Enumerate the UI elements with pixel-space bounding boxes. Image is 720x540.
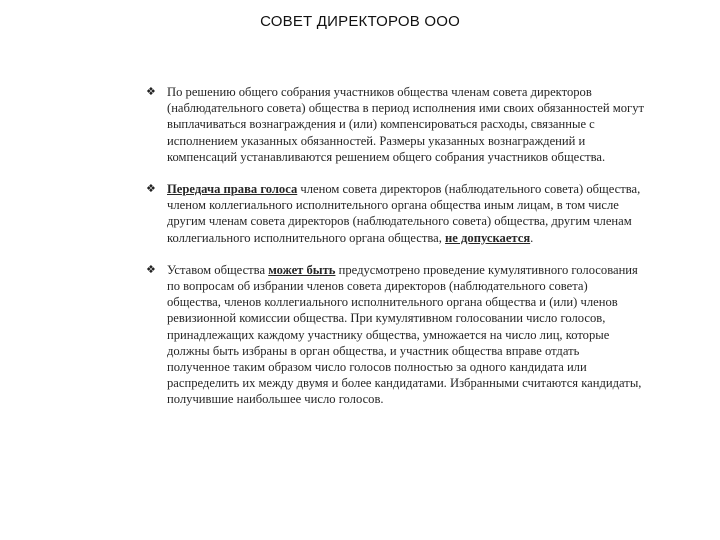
diamond-bullet-icon: ❖ <box>146 85 156 98</box>
emphasis-not-allowed: не допускается <box>445 230 531 245</box>
bullet-text: предусмотрено проведение кумулятивного голосования по вопросам об избрании членов совета директоров (наблюдательного совета) общества, членов коллегиального исполнительного органа общества и (или) членов ревизионной комиссии общества. При кумулятивном голосовании число голосов, принадлежащих каждому участнику общества, умножается на число лиц, которые должны быть избраны в орган общества, и участник общества вправе отдать полученное таким образом число голосов полностью за одного кандидата или распределить их между двумя и более кандидатами. Избранными считаются кандидаты, получившие наибольшее число голосов. <box>167 262 642 407</box>
emphasis-may-be: может быть <box>268 262 336 277</box>
bullet-item-cumulative-voting <box>144 262 644 408</box>
emphasis-vote-transfer: Передача права голоса <box>167 182 298 197</box>
bullet-text: членом совета директоров (наблюдательного совета) общества, членом коллегиального исполнительного органа общества иным лицам, в том числе другим членам совета директоров (наблюдательного совета) общества, другим членам коллегиального исполнительного органа общества, <box>167 182 641 245</box>
bullet-item-remuneration <box>144 84 644 165</box>
diamond-bullet-icon: ❖ <box>146 182 156 196</box>
bullet-item-vote-transfer <box>144 181 644 246</box>
slide-title: СОВЕТ ДИРЕКТОРОВ ООО <box>260 13 460 30</box>
bullet-list <box>144 84 644 408</box>
bullet-text-end: . <box>530 230 534 245</box>
diamond-bullet-icon: ❖ <box>146 262 156 276</box>
bullet-text-start: Уставом общества <box>167 262 269 277</box>
bullet-text: По решению общего собрания участников общества членам совета директоров (наблюдательного совета) общества в период исполнения ими своих обязанностей могут выплачиваться вознаграждения и (или) компенсироваться расходы, связанные с исполнением указанных обязанностей. Размеры указанных вознаграждений и компенсаций устанавливаются решением общего собрания участников общества. <box>167 85 645 164</box>
